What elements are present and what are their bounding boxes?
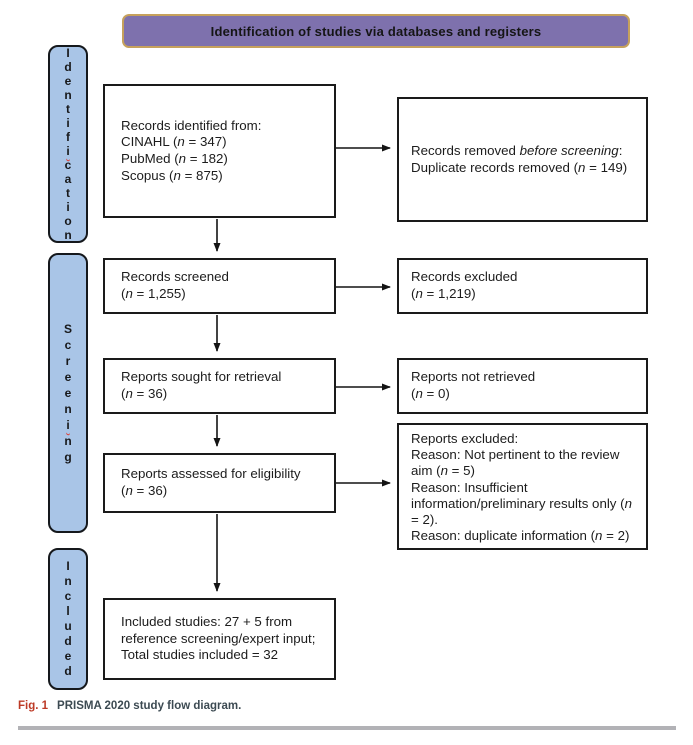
box-reports-assessed-for-eligibility: Reports assessed for eligibility (n = 36) (103, 453, 336, 513)
figure-caption (18, 700, 241, 712)
stage-label-included: I n c l u d e d (48, 548, 88, 690)
caption-text: PRISMA 2020 study flow diagram. (57, 700, 242, 712)
bottom-rule (18, 726, 676, 730)
banner-title: Identification of studies via databases and registers (210, 23, 542, 39)
stage-label-identification: I d e n t i f i c a t i o n (48, 45, 88, 243)
box-records-identified: Records identified from: CINAHL (n = 347) PubMed (n = 182) Scopus (n = 875) (103, 84, 336, 218)
box-reports-sought-for-retrieval: Reports sought for retrieval (n = 36) (103, 358, 336, 414)
box-records-removed-before-screening: Records removed before screening: Duplicate records removed (n = 149) (397, 97, 648, 222)
banner-identification-via-databases (122, 14, 630, 48)
stage-label-screening: S c r e e n i n g (48, 253, 88, 533)
box-reports-excluded-reasons: Reports excluded: Reason: Not pertinent to the review aim (n = 5) Reason: Insufficient information/preliminary results only (n = 2). Reason: duplicate information (n = 2) (397, 423, 648, 550)
box-records-screened: Records screened (n = 1,255) (103, 258, 336, 314)
figure-number: Fig. 1 (18, 700, 49, 712)
box-included-studies: Included studies: 27 + 5 from reference screening/expert input; Total studies included = 32 (103, 598, 336, 680)
box-reports-not-retrieved: Reports not retrieved (n = 0) (397, 358, 648, 414)
box-records-excluded: Records excluded (n = 1,219) (397, 258, 648, 314)
